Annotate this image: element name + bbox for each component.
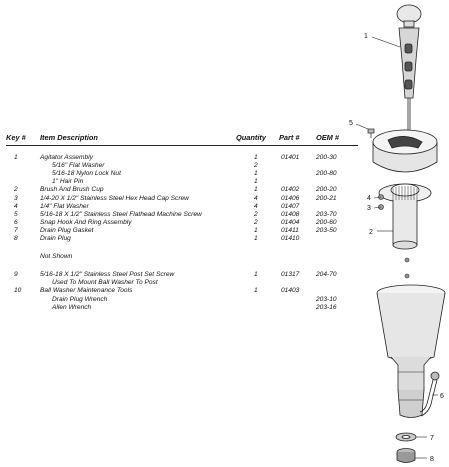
row-key: 9 [14,271,18,279]
row-oem-number: 203-10 [316,295,337,303]
row-oem-number: 200-21 [316,194,337,202]
gasket-drawing [396,433,416,441]
row-key: 8 [14,235,18,242]
row-quantity: 1 [254,170,258,178]
housing-drawing [377,285,445,418]
row-description: Drain Plug Gasket [40,226,94,234]
header-item-description: Item Description [40,133,98,142]
row-description: 1/4-20 X 1/2" Stainless Steel Hex Head Cap Screw [40,194,189,202]
row-part-number: 01408 [281,210,300,218]
row-oem-number: 200-80 [316,170,337,178]
row-part-number: 01403 [281,287,300,295]
row-oem-number: 200-60 [316,218,337,226]
row-quantity: 2 [254,162,258,170]
row-description: Brush And Brush Cup [40,186,104,194]
row-part-number: 01404 [281,218,300,226]
row-description: Agitator Assembly [40,154,93,161]
callout-6: 6 [440,393,444,400]
callout-5: 5 [349,120,353,127]
screw-5-drawing [368,129,374,138]
agitator-drawing [397,5,421,140]
row-oem-number: 204-70 [316,271,337,279]
row-description: 1" Hair Pin [52,178,84,186]
row-oem-number: 200-20 [316,186,337,194]
row-description: Drain Plug [40,235,71,242]
row-quantity: 4 [254,202,258,210]
row-quantity: 1 [254,226,258,234]
callout-3: 3 [367,205,371,212]
row-description: Ball Washer Maintenance Tools [40,287,133,295]
header-key: Key # [6,133,26,142]
row-key: 4 [14,202,18,210]
row-part-number: 01317 [281,271,300,279]
row-quantity: 1 [254,287,258,295]
row-description: Not Shown [40,253,73,261]
header-oem-number: OEM # [316,133,339,142]
row-part-number: 01407 [281,202,300,210]
row-oem-number: 200-30 [316,154,337,161]
callout-2: 2 [369,229,373,236]
row-description: 5/16-18 Nylon Lock Nut [52,170,121,178]
row-quantity: 1 [254,271,258,279]
row-description: Used To Mount Ball Washer To Post [52,279,158,287]
callout-4: 4 [367,195,371,202]
brush-cup-drawing [379,184,431,249]
row-quantity: 1 [254,178,258,186]
row-description: 5/16-18 X 1/2" Stainless Steel Flathead Machine Screw [40,210,202,218]
row-description: Snap Hook And Ring Assembly [40,218,132,226]
row-description: 1/4" Flat Washer [40,202,89,210]
row-part-number: 01402 [281,186,300,194]
row-oem-number: 203-16 [316,303,337,311]
row-description: 5/16" Flat Washer [52,162,105,170]
row-part-number: 01406 [281,194,300,202]
row-key: 2 [14,186,18,194]
header-part-number: Part # [279,133,300,142]
row-part-number: 01410 [281,235,300,242]
row-quantity: 2 [254,210,258,218]
row-part-number: 01411 [281,226,299,234]
header-quantity: Quantity [236,133,266,142]
lid-drawing [373,130,437,172]
row-oem-number: 203-50 [316,226,337,234]
row-quantity: 1 [254,186,258,194]
row-description: 5/16-18 X 1/2" Stainless Steel Post Set Screw [40,271,175,279]
callout-1: 1 [364,33,368,40]
row-quantity: 2 [254,218,258,226]
row-quantity: 4 [254,194,258,202]
row-description: Drain Plug Wrench [52,295,108,303]
row-key: 6 [14,218,18,226]
row-oem-number: 203-70 [316,210,337,218]
callout-7: 7 [430,435,434,442]
callout-8: 8 [430,456,434,463]
row-key: 1 [14,154,18,161]
row-quantity: 1 [254,235,258,242]
row-description: Allen Wrench [52,303,92,311]
row-part-number: 01401 [281,154,300,161]
row-quantity: 1 [254,154,258,161]
row-key: 7 [14,226,18,234]
row-key: 3 [14,194,18,202]
row-key: 10 [14,287,22,295]
row-key: 5 [14,210,18,218]
drain-plug-drawing [397,449,415,463]
